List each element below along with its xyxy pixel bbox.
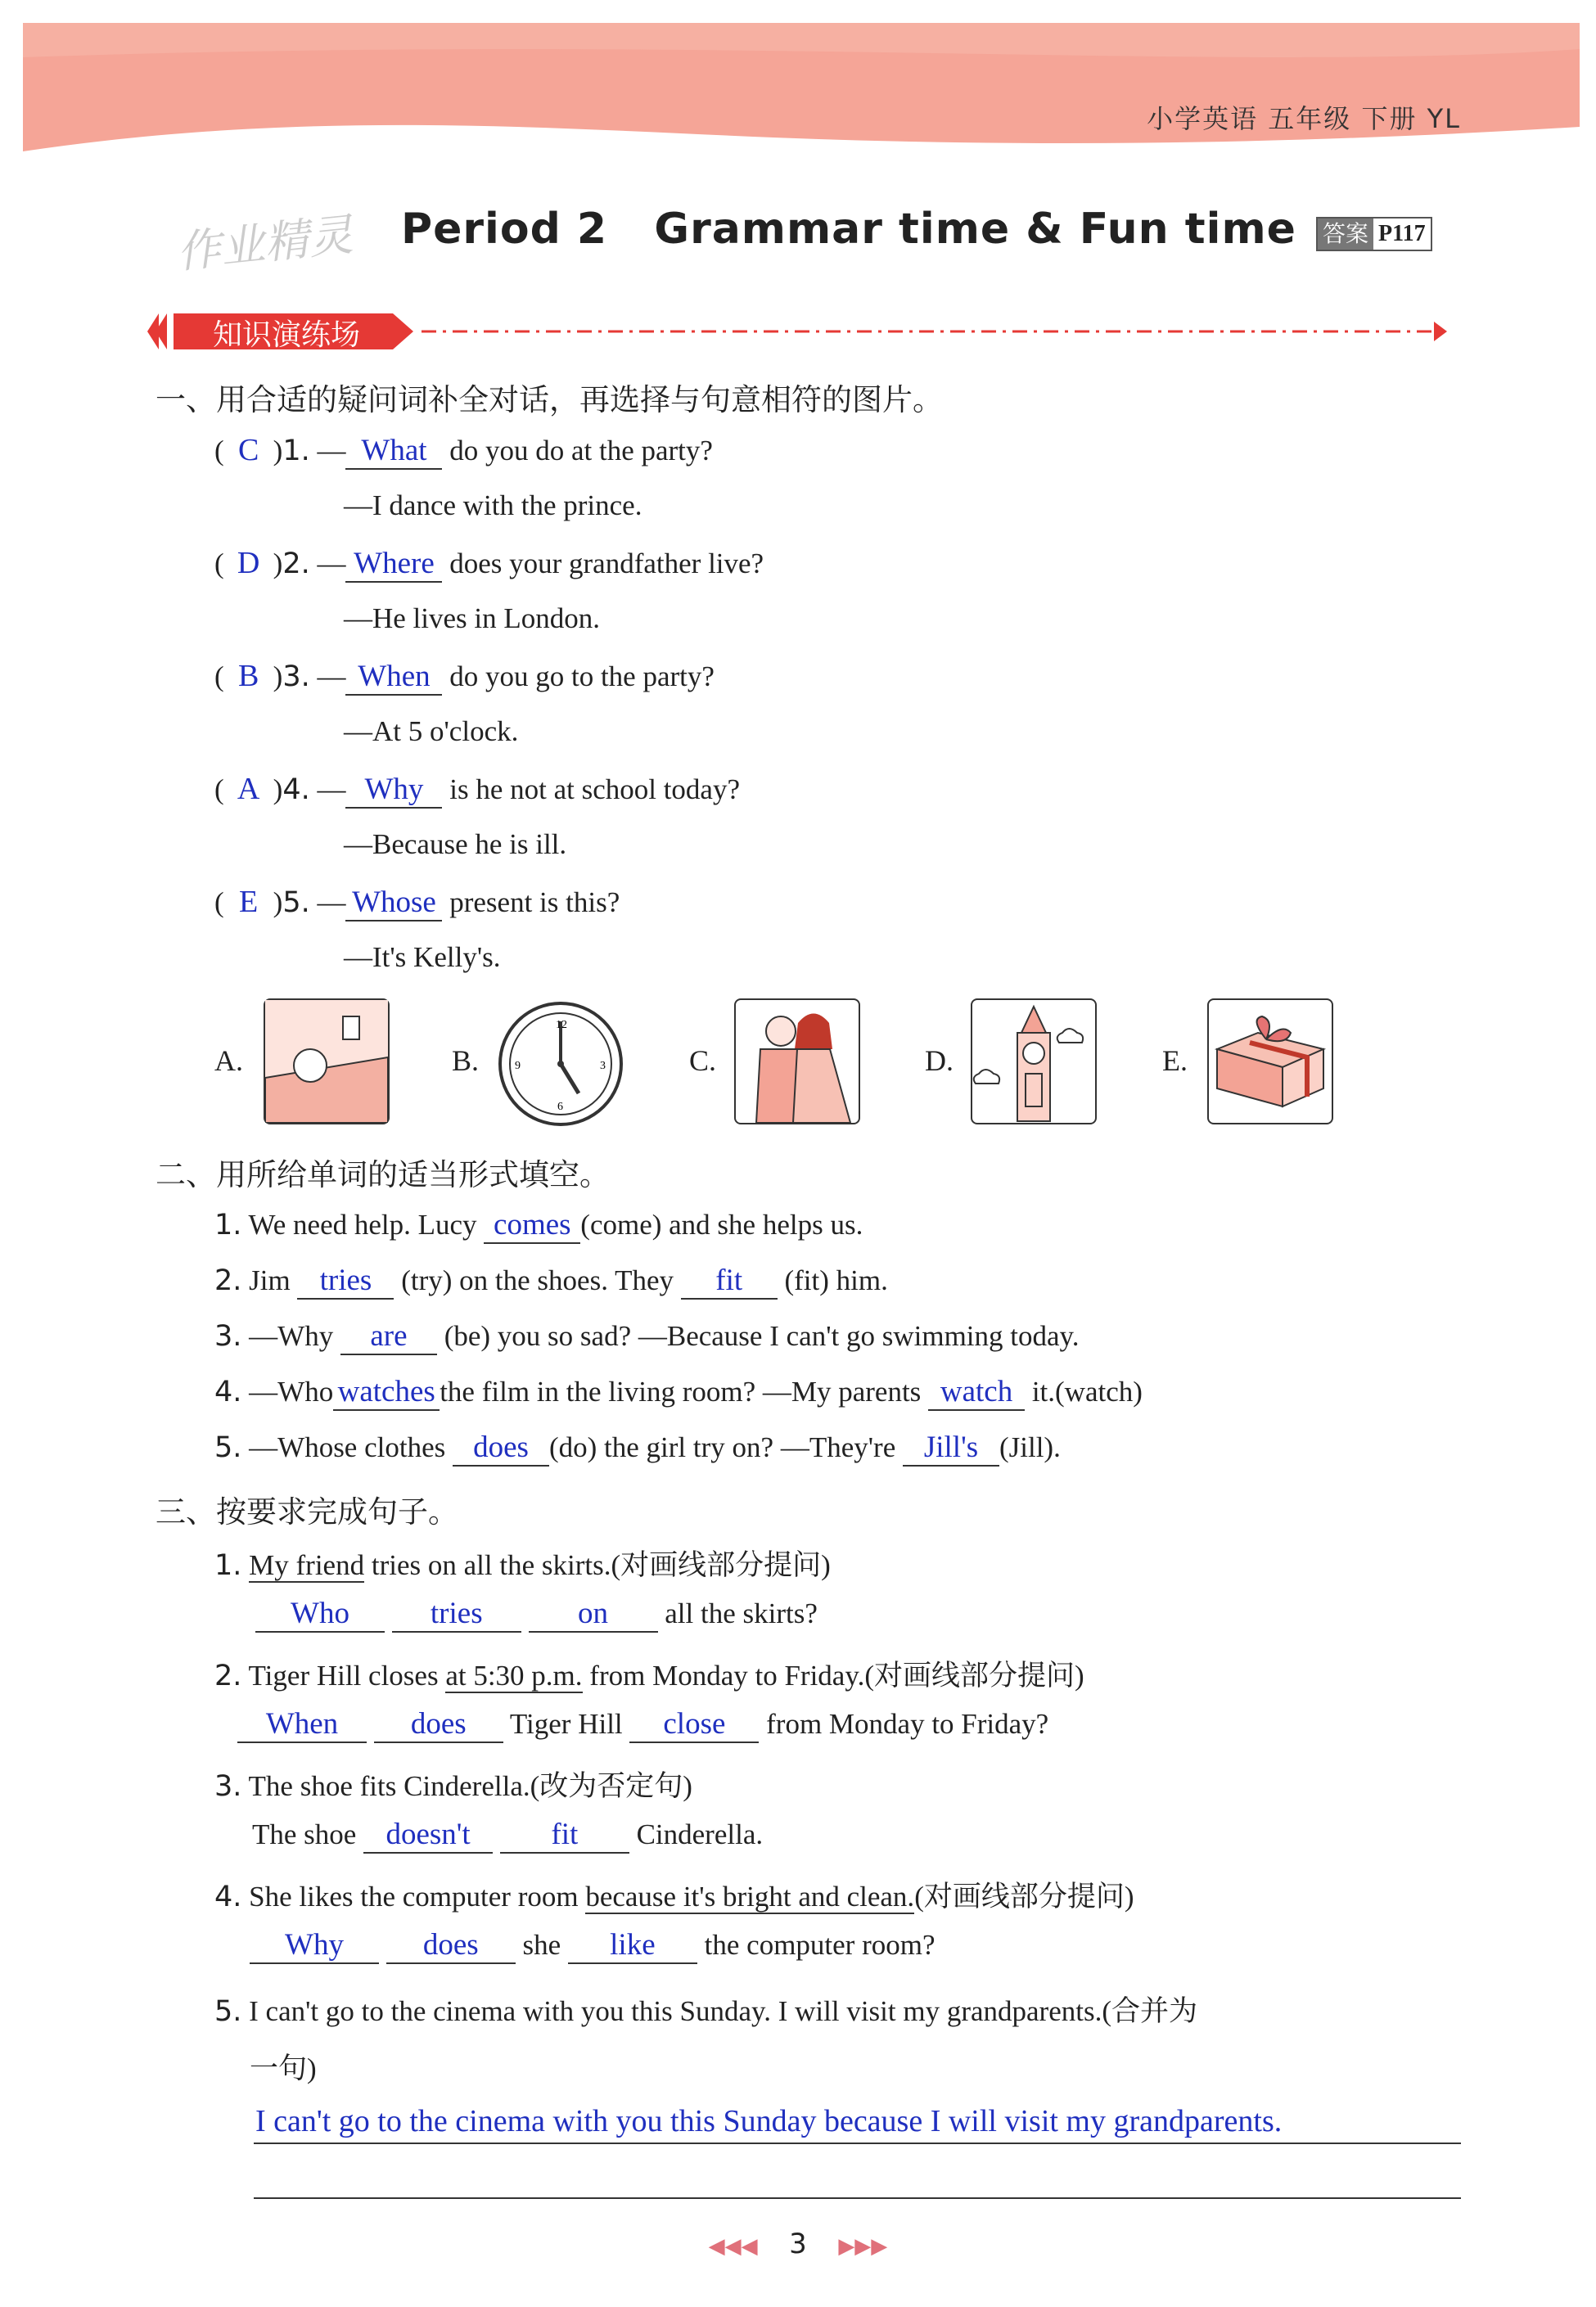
answer-rule bbox=[254, 2197, 1461, 2199]
dash: — bbox=[317, 435, 346, 466]
answer-page-tag bbox=[1316, 217, 1432, 251]
answer-blank: close bbox=[629, 1706, 759, 1743]
part1-item-3: ( B )3. — When do you go to the party? bbox=[214, 658, 715, 696]
underlined-phrase: because it's bright and clean. bbox=[585, 1881, 915, 1913]
answer-blank: are bbox=[340, 1318, 437, 1355]
dash: — bbox=[317, 773, 346, 805]
answer-rule bbox=[254, 2143, 1461, 2144]
picture-label-e: E. bbox=[1162, 1044, 1188, 1077]
part3-heading: 三、按要求完成句子。 bbox=[156, 1494, 458, 1530]
answer-blank: does bbox=[386, 1927, 516, 1964]
page-title: Period 2 Grammar time & Fun time bbox=[401, 205, 1296, 254]
prince-dancing-icon bbox=[734, 998, 860, 1124]
part2-line-3: 3. —Why are (be) you so sad? —Because I can't go swimming today. bbox=[214, 1318, 1080, 1355]
picture-label-c: C. bbox=[689, 1044, 717, 1077]
answer-blank: watches bbox=[333, 1374, 440, 1411]
question-text: is he not at school today? bbox=[449, 773, 741, 805]
dash: — bbox=[317, 886, 346, 918]
answer-blank: What bbox=[345, 433, 442, 470]
page-number: 3 bbox=[789, 2228, 807, 2260]
answer-blank: Why bbox=[345, 772, 442, 809]
answer-blank: does bbox=[453, 1430, 549, 1467]
answer-blank: Whose bbox=[345, 885, 442, 921]
page-number-footer bbox=[0, 2228, 1596, 2260]
item-number: 5. bbox=[282, 886, 310, 919]
part3-q4: 4. She likes the computer room because it's bright and clean.(对画线部分提问) bbox=[214, 1881, 1134, 1913]
item-number: 3. bbox=[282, 660, 310, 693]
answer-blank: When bbox=[237, 1706, 367, 1743]
svg-text:9: 9 bbox=[515, 1060, 521, 1072]
part3-q5-answer: I can't go to the cinema with you this Sunday because I will visit my grandparents. bbox=[255, 2104, 1283, 2138]
part1-reply-3: —At 5 o'clock. bbox=[344, 715, 519, 747]
part1-item-1: ( C )1. — What do you do at the party? bbox=[214, 432, 713, 470]
underlined-phrase: My friend bbox=[249, 1549, 365, 1581]
part1-item-4: ( A )4. — Why is he not at school today? bbox=[214, 771, 740, 809]
part3-q5-text-cont: 一句) bbox=[250, 2052, 317, 2084]
section-banner-label: 知识演练场 bbox=[213, 318, 361, 352]
svg-text:12: 12 bbox=[556, 1019, 567, 1031]
part1-reply-5: —It's Kelly's. bbox=[344, 941, 501, 973]
question-text: do you go to the party? bbox=[449, 660, 715, 692]
question-text: does your grandfather live? bbox=[449, 547, 764, 579]
item-number: 2. bbox=[282, 547, 310, 580]
answer-blank: Where bbox=[345, 546, 442, 583]
svg-text:6: 6 bbox=[557, 1101, 563, 1113]
brand-logo: 作业精灵 bbox=[174, 210, 356, 278]
part3-q3: 3. The shoe fits Cinderella.(改为否定句) bbox=[214, 1770, 692, 1803]
question-text: present is this? bbox=[449, 886, 620, 918]
big-ben-icon bbox=[971, 998, 1097, 1124]
answer-blank: does bbox=[374, 1706, 503, 1743]
dash: — bbox=[317, 660, 346, 692]
part2-line-5: 5. —Whose clothes does (do) the girl try on? —They're Jill's (Jill). bbox=[214, 1430, 1061, 1467]
gift-box-icon bbox=[1207, 998, 1333, 1124]
right-arrows-icon: ▶▶▶ bbox=[838, 2234, 888, 2258]
header-band bbox=[0, 0, 1596, 164]
answer-blank: tries bbox=[392, 1596, 521, 1633]
part3-q3-answer: The shoe doesn't fit Cinderella. bbox=[252, 1817, 763, 1854]
part2-line-2: 2. Jim tries (try) on the shoes. They fit (fit) him. bbox=[214, 1263, 888, 1300]
part2-line-4: 4. —Who watches the film in the living room? —My parents watch it.(watch) bbox=[214, 1374, 1143, 1411]
sick-boy-in-bed-icon bbox=[264, 998, 390, 1124]
answer-blank: doesn't bbox=[363, 1817, 493, 1854]
answer-blank: When bbox=[345, 659, 442, 696]
part3-q2-answer: When does Tiger Hill close from Monday to Friday? bbox=[237, 1706, 1048, 1743]
part1-reply-1: —I dance with the prince. bbox=[344, 489, 642, 521]
question-text: do you do at the party? bbox=[449, 435, 713, 466]
choice-answer: A bbox=[237, 772, 260, 806]
part1-item-5: ( E )5. — Whose present is this? bbox=[214, 884, 620, 921]
choice-answer: D bbox=[237, 546, 260, 580]
answer-blank: comes bbox=[484, 1207, 580, 1244]
part3-q5: 5. I can't go to the cinema with you this Sunday. I will visit my grandparents.(合并为 bbox=[214, 1995, 1198, 2028]
part3-q2: 2. Tiger Hill closes at 5:30 p.m. from Monday to Friday.(对画线部分提问) bbox=[214, 1660, 1084, 1692]
answer-blank: Jill's bbox=[903, 1430, 999, 1467]
part3-q1: 1. My friend tries on all the skirts.(对画线部分提问) bbox=[214, 1549, 831, 1582]
underlined-phrase: at 5:30 p.m. bbox=[445, 1660, 583, 1692]
part1-reply-4: —Because he is ill. bbox=[344, 828, 567, 860]
clock-five-oclock-icon bbox=[495, 998, 626, 1129]
choice-answer: E bbox=[239, 885, 259, 919]
answer-blank: tries bbox=[297, 1263, 394, 1300]
part2-heading: 二、用所给单词的适当形式填空。 bbox=[156, 1157, 610, 1192]
picture-label-a: A. bbox=[214, 1044, 243, 1077]
part3-q4-answer: Why does she like the computer room? bbox=[250, 1927, 936, 1964]
answer-blank: Why bbox=[250, 1927, 379, 1964]
answer-blank: fit bbox=[500, 1817, 629, 1854]
svg-text:3: 3 bbox=[600, 1060, 606, 1072]
item-number: 1. bbox=[282, 435, 310, 467]
part3-q1-answer: Who tries on all the skirts? bbox=[255, 1596, 818, 1633]
answer-blank: Who bbox=[255, 1596, 385, 1633]
part2-line-1: 1. We need help. Lucy comes (come) and she helps us. bbox=[214, 1207, 863, 1244]
choice-answer: B bbox=[237, 659, 259, 693]
answer-blank: fit bbox=[681, 1263, 778, 1300]
answer-tag-page: P117 bbox=[1378, 221, 1426, 246]
item-number: 4. bbox=[282, 773, 310, 806]
picture-label-d: D. bbox=[925, 1044, 954, 1077]
answer-tag-key: 答案 bbox=[1318, 219, 1373, 250]
picture-label-b: B. bbox=[452, 1044, 480, 1077]
part1-item-2: ( D )2. — Where does your grandfather live? bbox=[214, 545, 764, 583]
dash: — bbox=[317, 547, 346, 579]
answer-blank: watch bbox=[928, 1374, 1025, 1411]
answer-blank: on bbox=[529, 1596, 658, 1633]
header-label: 小学英语 五年级 下册 YL bbox=[1147, 103, 1461, 134]
left-arrows-icon: ◀◀◀ bbox=[708, 2234, 758, 2258]
part1-reply-2: —He lives in London. bbox=[344, 602, 601, 634]
section-banner bbox=[147, 307, 1457, 356]
part1-heading: 一、用合适的疑问词补全对话，再选择与句意相符的图片。 bbox=[156, 382, 943, 417]
choice-answer: C bbox=[237, 433, 259, 467]
answer-blank: like bbox=[568, 1927, 697, 1964]
